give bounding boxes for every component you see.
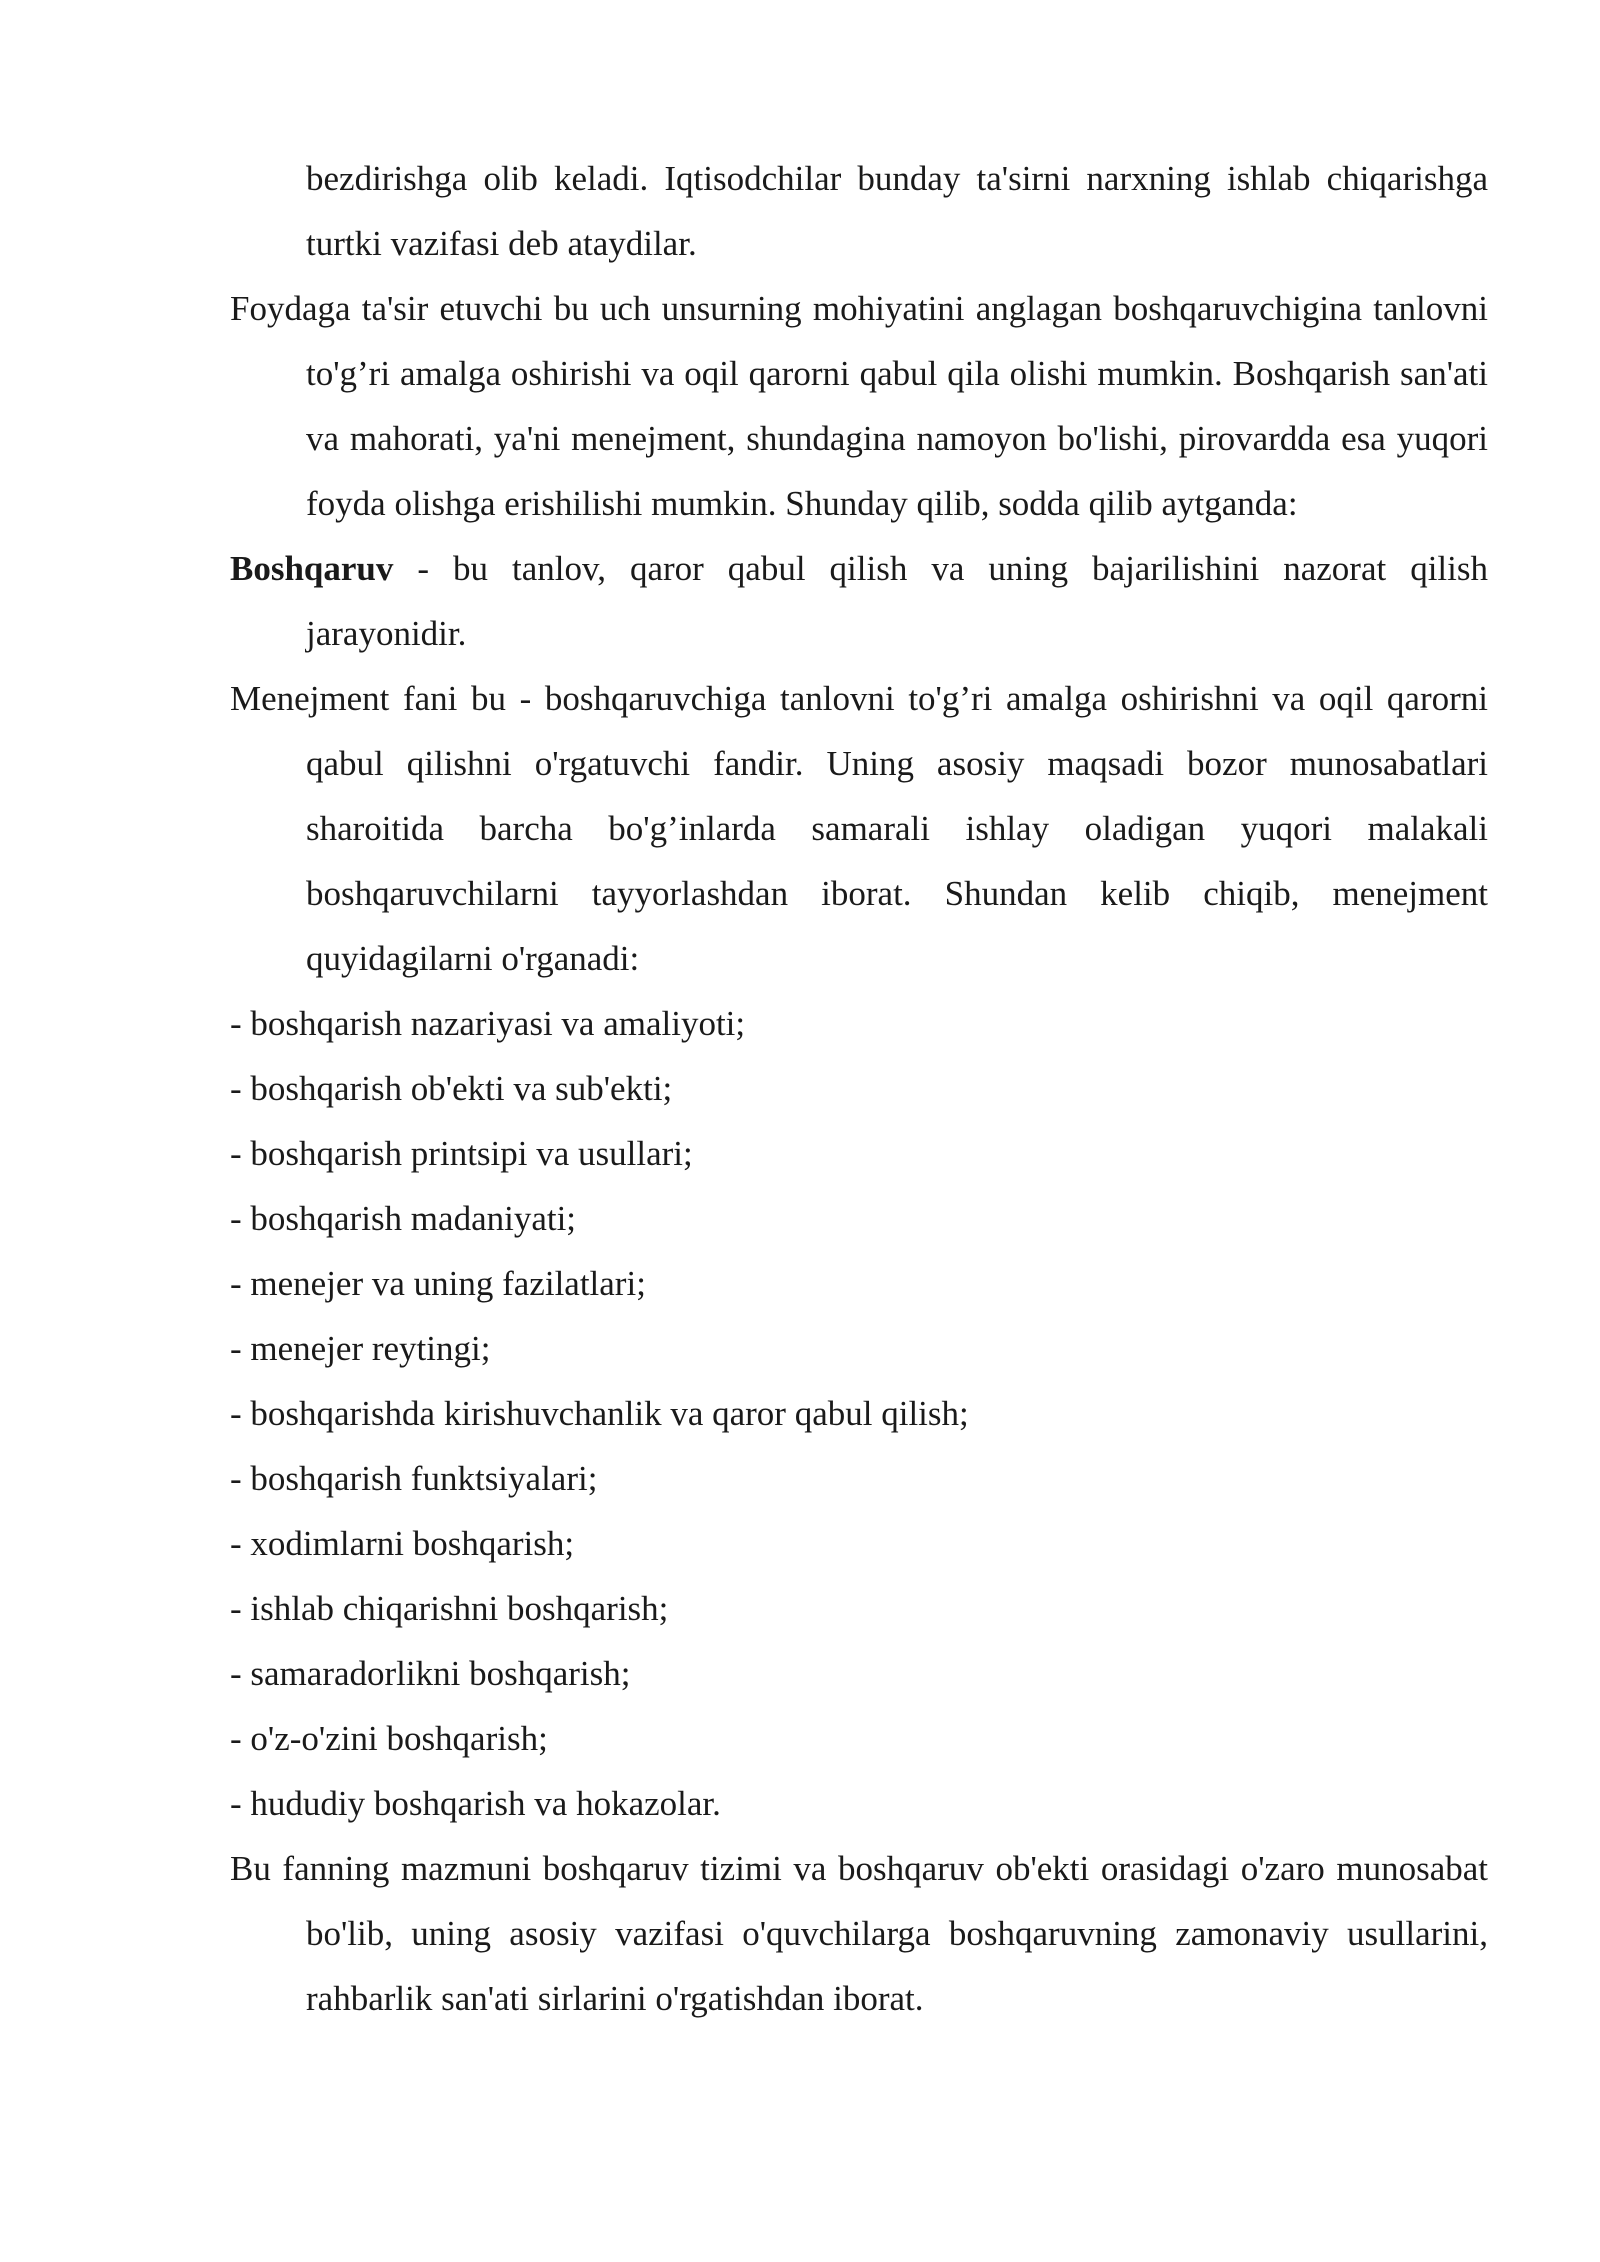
list-item: - ishlab chiqarishni boshqarish; — [230, 1589, 669, 1628]
definition-text: - bu tanlov, qaror qabul qilish va uning bajarilishini nazorat qilish jarayonidir. — [306, 549, 1488, 653]
list-item: - samaradorlikni boshqarish; — [230, 1654, 631, 1693]
list-item: - boshqarish ob'ekti va sub'ekti; — [230, 1069, 673, 1108]
list-item: - menejer reytingi; — [230, 1329, 491, 1368]
list-item: - boshqarish nazariyasi va amaliyoti; — [230, 1004, 746, 1043]
list-item: - xodimlarni boshqarish; — [230, 1524, 575, 1563]
list-item: - boshqarish madaniyati; — [230, 1199, 577, 1238]
continuation-paragraph: bezdirishga olib keladi. Iqtisodchilar bunday ta'sirni narxning ishlab chiqarishga turtki vazifasi deb ataydilar. — [306, 159, 1488, 263]
list-item: - boshqarish funktsiyalari; — [230, 1459, 598, 1498]
content-paragraph: Bu fanning mazmuni boshqaruv tizimi va boshqaruv ob'ekti orasidagi o'zaro munosabat bo'lib, uning asosiy vazifasi o'quvchilarga boshqaruvning zamonaviy usullarini, rahbarlik san'ati sirlarini o'rgatishdan iborat. — [230, 1849, 1488, 2018]
list-item: - hududiy boshqarish va hokazolar. — [230, 1784, 721, 1823]
profit-paragraph: Foydaga ta'sir etuvchi bu uch unsurning mohiyatini anglagan boshqaruvchigina tanlovni to'g’ri amalga oshirishi va oqil qarorni qabul qila olishi mumkin. Boshqarish san'ati va mahorati, ya'ni menejment, shundagina namoyon bo'lishi, pirovardda esa yuqori foyda olishga erishilishi mumkin. Shunday qilib, sodda qilib aytganda: — [230, 289, 1488, 523]
definition-paragraph — [230, 536, 1488, 666]
document-page — [230, 146, 1488, 2031]
list-item: - o'z-o'zini boshqarish; — [230, 1719, 548, 1758]
list-item: - boshqarishda kirishuvchanlik va qaror qabul qilish; — [230, 1394, 969, 1433]
list-item: - boshqarish printsipi va usullari; — [230, 1134, 693, 1173]
definition-term: Boshqaruv — [230, 549, 394, 588]
list-item: - menejer va uning fazilatlari; — [230, 1264, 646, 1303]
management-paragraph: Menejment fani bu - boshqaruvchiga tanlovni to'g’ri amalga oshirishni va oqil qarorni qabul qilishni o'rgatuvchi fandir. Uning asosiy maqsadi bozor munosabatlari sharoitida barcha bo'g’inlarda samarali ishlay oladigan yuqori malakali boshqaruvchilarni tayyorlashdan iborat. Shundan kelib chiqib, menejment quyidagilarni o'rganadi: — [230, 679, 1488, 978]
topics-list — [230, 991, 1488, 1836]
